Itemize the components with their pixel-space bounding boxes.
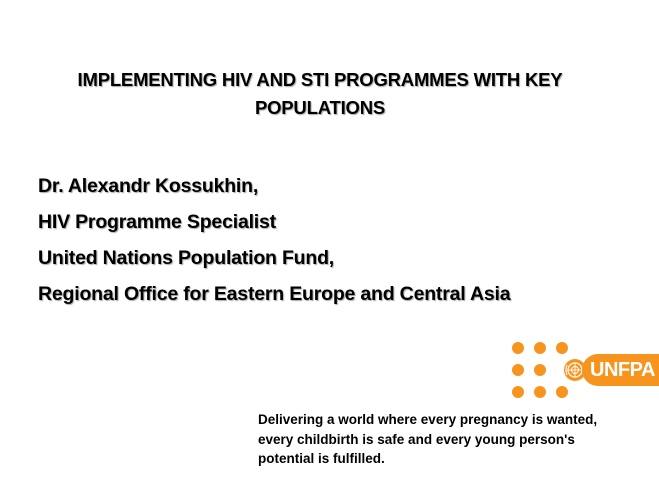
unfpa-logo xyxy=(510,340,655,402)
logo-dot xyxy=(512,364,524,376)
logo-dot xyxy=(534,364,546,376)
author-office: Regional Office for Eastern Europe and Central Asia xyxy=(38,283,511,305)
logo-dot xyxy=(534,342,546,354)
tagline-line-1: Delivering a world where every pregnancy is wanted, xyxy=(258,412,598,427)
logo-dot xyxy=(556,386,568,398)
author-organization: United Nations Population Fund, xyxy=(38,247,335,269)
author-name: Dr. Alexandr Kossukhin, xyxy=(38,175,259,197)
author-position: HIV Programme Specialist xyxy=(38,211,276,233)
title-line-1: IMPLEMENTING HIV AND STI PROGRAMMES WITH KEY xyxy=(77,69,563,90)
tagline-line-3: potential is fulfilled. xyxy=(258,451,385,466)
title-line-2: POPULATIONS xyxy=(254,97,386,118)
author-block xyxy=(38,168,618,312)
logo-dot xyxy=(512,386,524,398)
tagline-line-2: every childbirth is safe and every young person's xyxy=(258,431,575,447)
logo-dot xyxy=(512,342,524,354)
slide-title xyxy=(20,66,620,122)
logo-dot xyxy=(556,342,568,354)
tagline xyxy=(258,410,638,469)
logo-dot xyxy=(534,386,546,398)
logo-text: UNFPA xyxy=(582,354,659,386)
